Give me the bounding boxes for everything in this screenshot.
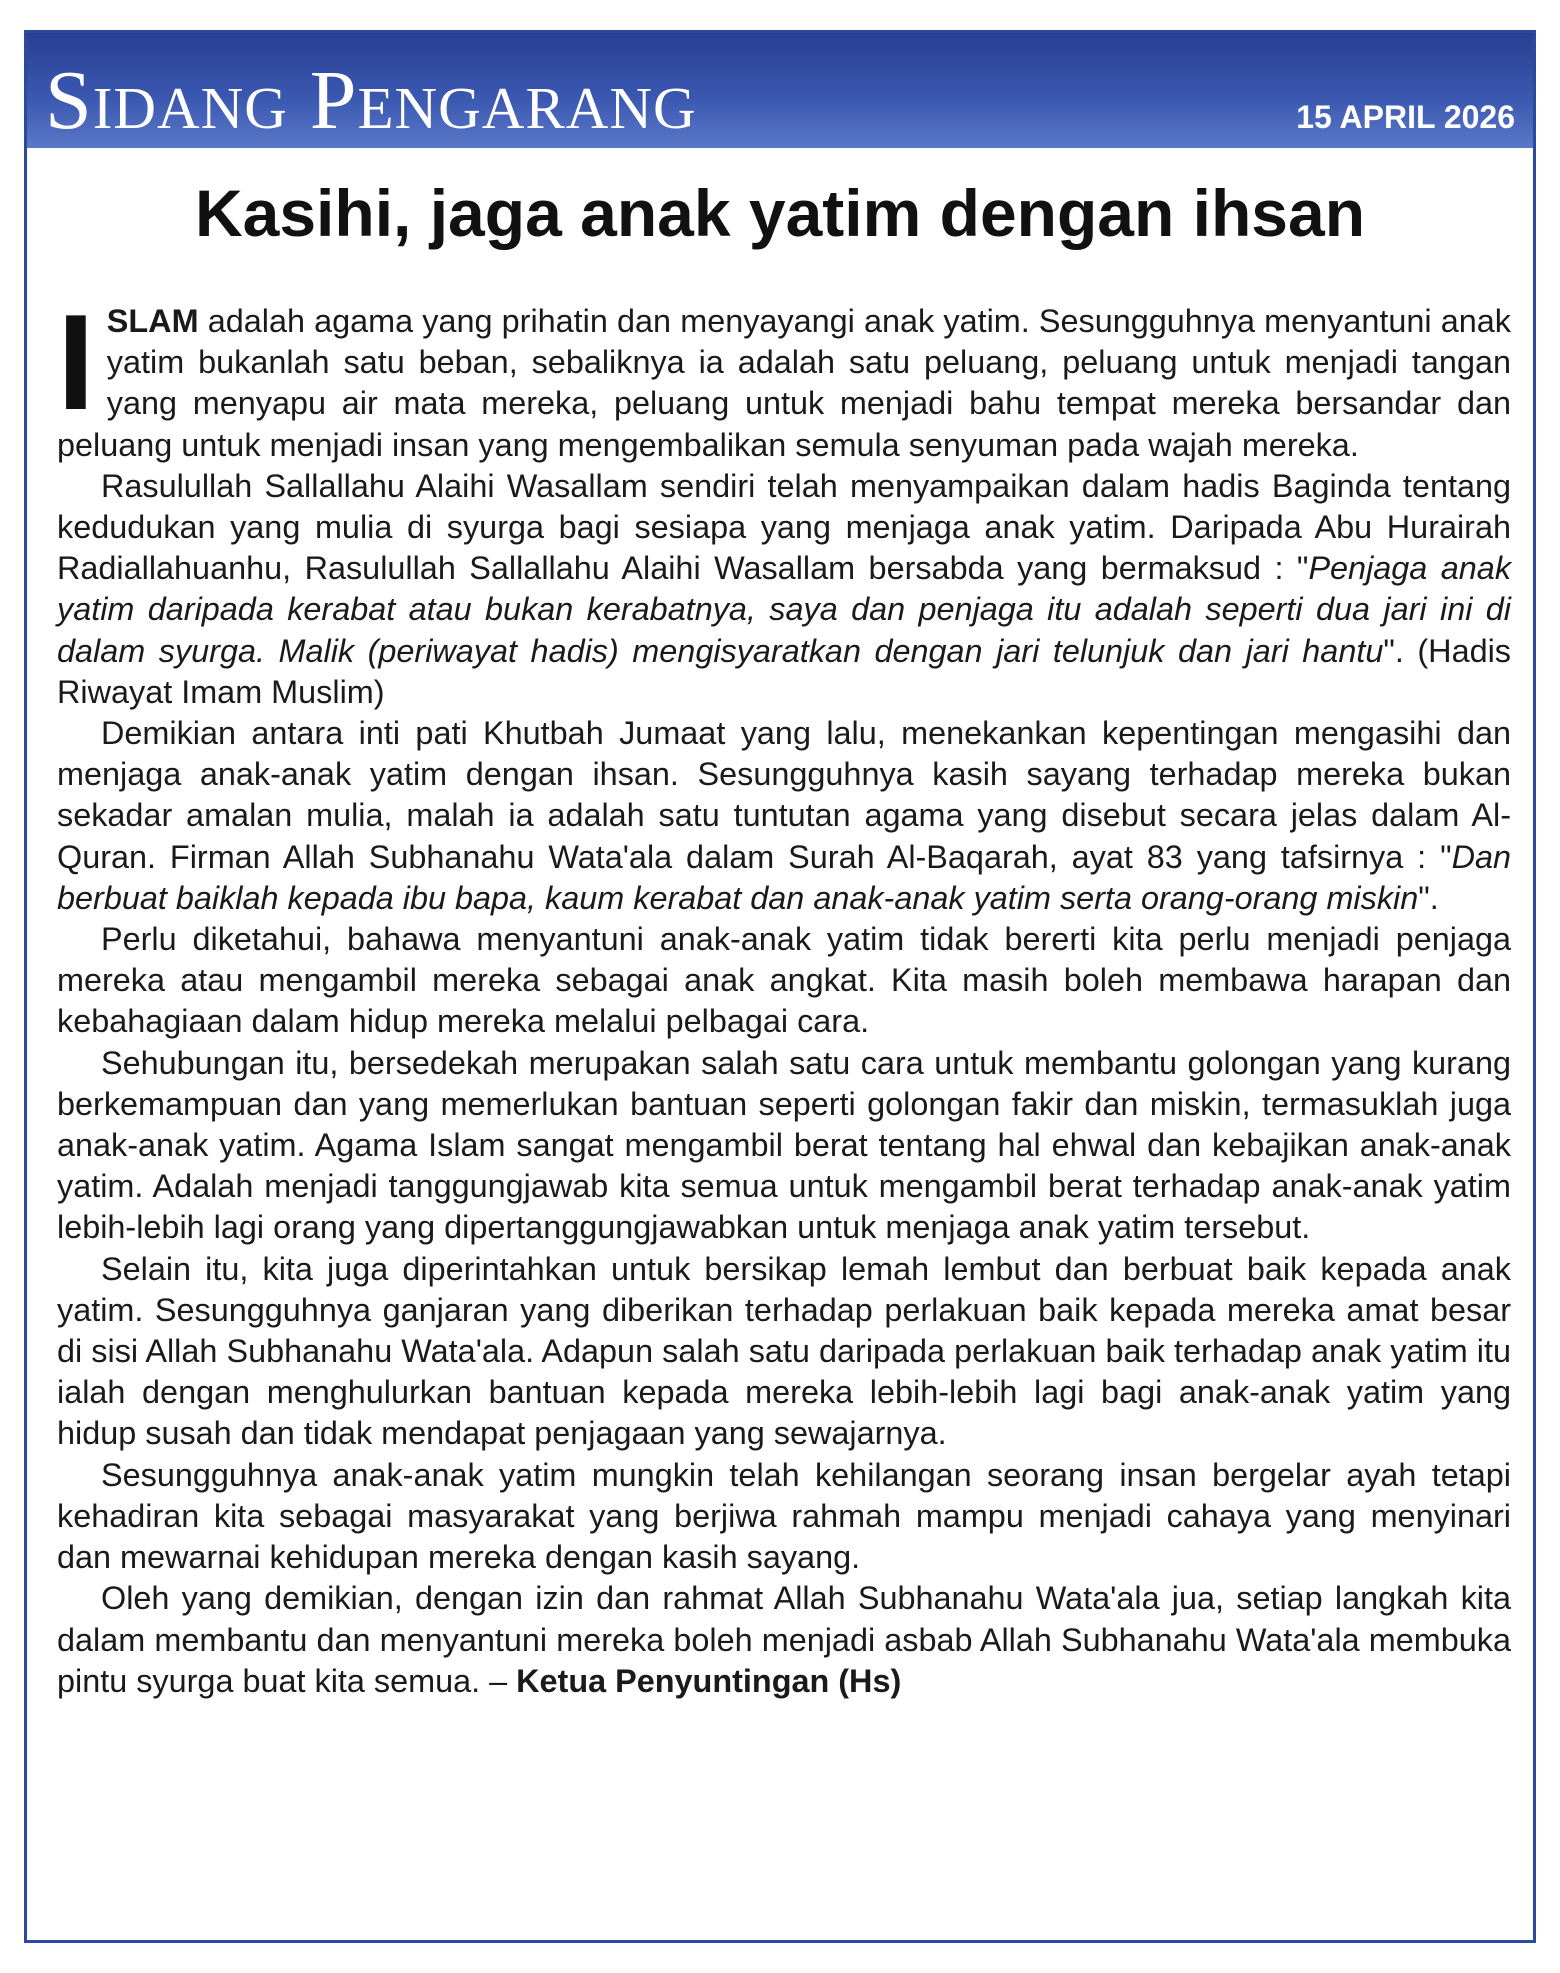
- editorial-frame: [24, 30, 1536, 1943]
- paragraph-2-text-before: Rasulullah Sallallahu Alaihi Wasallam sendiri telah menyampaikan dalam hadis Baginda tentang kedudukan yang mulia di syurga bagi sesiapa yang menjaga anak yatim. Daripada Abu Hurairah Radiallahuanhu, Rasulullah Sallallahu Alaihi Wasallam bersabda yang bermaksud : ": [57, 467, 1511, 587]
- paragraph-4: Perlu diketahui, bahawa menyantuni anak-anak yatim tidak bererti kita perlu menjadi penjaga mereka atau mengambil mereka sebagai anak angkat. Kita masih boleh membawa harapan dan kebahagiaan dalam hidup mereka melalui pelbagai cara.: [57, 921, 1511, 1040]
- publication-date: 15 APRIL 2026: [1296, 99, 1515, 135]
- quran-quote: Dan berbuat baiklah kepada ibu bapa, kaum kerabat dan anak-anak yatim serta orang-orang miskin: [57, 838, 1511, 916]
- section-banner: [27, 33, 1533, 148]
- paragraph-8: [57, 1578, 1511, 1702]
- paragraph-3-text-after: ".: [1418, 879, 1439, 916]
- author-signature: Ketua Penyuntingan (Hs): [516, 1662, 902, 1699]
- paragraph-7: Sesungguhnya anak-anak yatim mungkin telah kehilangan seorang insan bergelar ayah tetapi kehadiran kita sebagai masyarakat yang berjiwa rahmah mampu menjadi cahaya yang menyinari dan mewarnai kehidupan mereka dengan kasih sayang.: [57, 1456, 1511, 1576]
- paragraph-3-text-before: Demikian antara inti pati Khutbah Jumaat yang lalu, menekankan kepentingan mengasihi dan menjaga anak-anak yatim dengan ihsan. Sesungguhnya kasih sayang terhadap mereka bukan sekadar amalan mulia, malah ia adalah satu tuntutan agama yang disebut secara jelas dalam Al-Quran. Firman Allah Subhanahu Wata'ala dalam Surah Al-Baqarah, ayat 83 yang tafsirnya : ": [57, 715, 1511, 875]
- article-body: [57, 286, 1512, 1702]
- paragraph-5: Sehubungan itu, bersedekah merupakan salah satu cara untuk membantu golongan yang kurang berkemampuan dan yang memerlukan bantuan seperti golongan fakir dan miskin, termasuklah juga anak-anak yatim. Agama Islam sangat mengambil berat tentang hal ehwal dan kebajikan anak-anak yatim. Adalah menjadi tanggungjawab kita semua untuk mengambil berat terhadap anak-anak yatim lebih-lebih lagi orang yang dipertanggungjawabkan untuk menjaga anak yatim tersebut.: [57, 1044, 1511, 1246]
- paragraph-1: [57, 286, 1511, 466]
- drop-cap: I: [57, 286, 95, 438]
- lead-word: SLAM: [106, 303, 199, 339]
- paragraph-8-text: Oleh yang demikian, dengan izin dan rahmat Allah Subhanahu Wata'ala jua, setiap langkah kita dalam membantu dan menyantuni mereka boleh menjadi asbab Allah Subhanahu Wata'ala membuka pintu syurga buat kita semua. –: [57, 1580, 1511, 1699]
- paragraph-1-text: adalah agama yang prihatin dan menyayangi anak yatim. Sesungguhnya menyantuni anak yatim bukanlah satu beban, sebaliknya ia adalah satu peluang, peluang untuk menjadi tangan yang menyapu air mata mereka, peluang untuk menjadi bahu tempat mereka bersandar dan peluang untuk menjadi insan yang mengembalikan semula senyuman pada wajah mereka.: [57, 303, 1511, 463]
- section-title: Sidang Pengarang: [45, 54, 697, 147]
- paragraph-3: [57, 713, 1511, 919]
- paragraph-6: Selain itu, kita juga diperintahkan untuk bersikap lemah lembut dan berbuat baik kepada anak yatim. Sesungguhnya ganjaran yang diberikan terhadap perlakuan baik kepada mereka amat besar di sisi Allah Subhanahu Wata'ala. Adapun salah satu daripada perlakuan baik terhadap anak yatim itu ialah dengan menghulurkan bantuan kepada mereka lebih-lebih lagi bagi anak-anak yatim yang hidup susah dan tidak mendapat penjagaan yang sewajarnya.: [57, 1250, 1511, 1452]
- article-headline: Kasihi, jaga anak yatim dengan ihsan: [194, 176, 1366, 250]
- paragraph-2-text-after: ". (Hadis Riwayat Imam Muslim): [57, 632, 1511, 710]
- paragraph-2: [57, 466, 1511, 713]
- hadith-quote: Penjaga anak yatim daripada kerabat atau bukan kerabatnya, saya dan penjaga itu adalah seperti dua jari ini di dalam syurga. Malik (periwayat hadis) mengisyaratkan dengan jari telunjuk dan jari hantu: [57, 550, 1512, 669]
